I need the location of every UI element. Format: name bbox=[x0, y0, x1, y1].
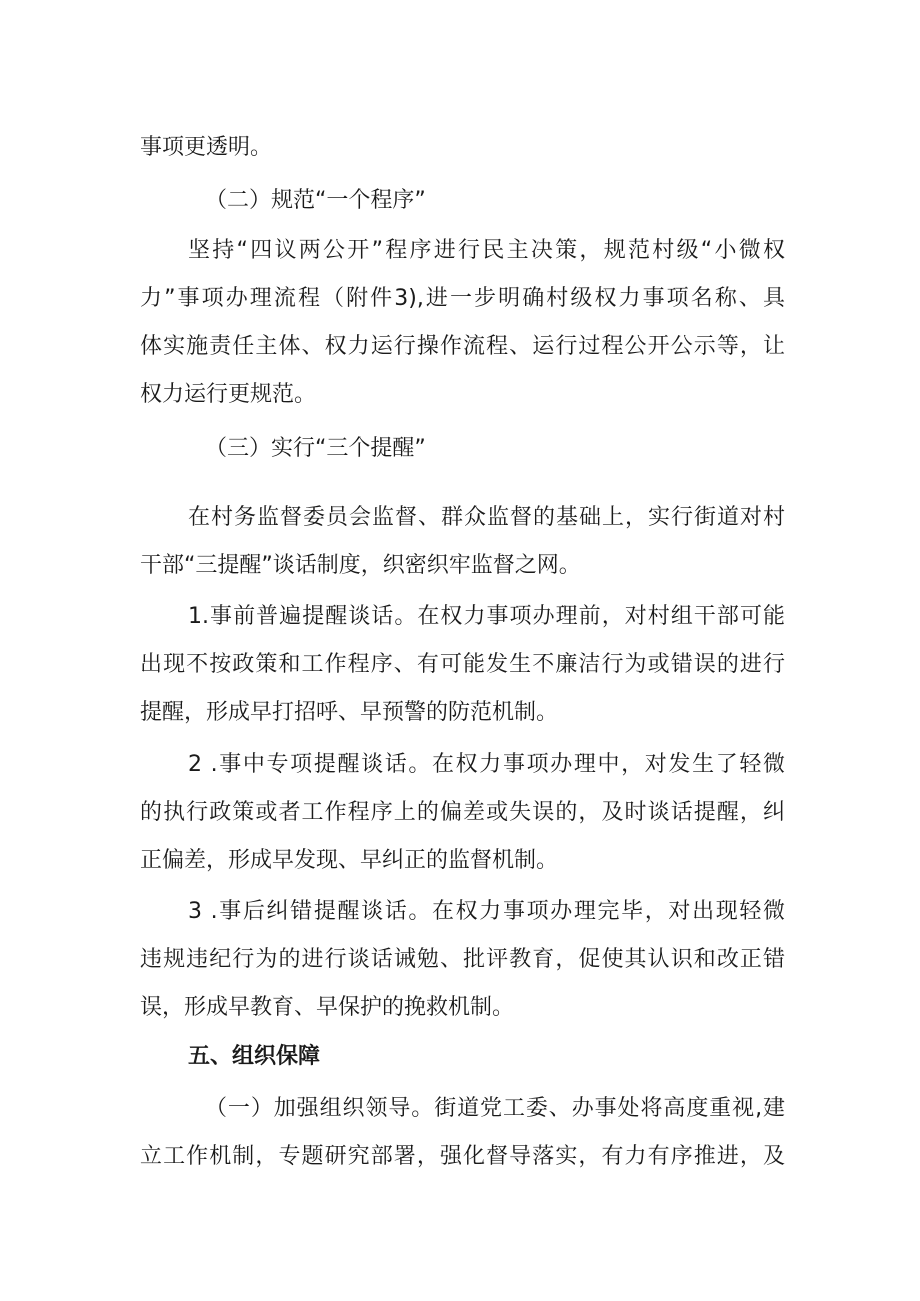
paragraph-line: 误，形成早教育、早保护的挽救机制。 bbox=[140, 995, 515, 1020]
paragraph-line: 立工作机制，专题研究部署，强化督导落实，有力有序推进，及 bbox=[140, 1144, 785, 1169]
paragraph-line: 违规违纪行为的进行谈话诫勉、批评教育，促使其认识和改正错 bbox=[140, 947, 785, 972]
paragraph-line: （一）加强组织领导。街道党工委、办事处将高度重视,建 bbox=[205, 1096, 785, 1121]
paragraph-line: 1.事前普遍提醒谈话。在权力事项办理前，对村组干部可能 bbox=[188, 604, 785, 629]
paragraph-line: 出现不按政策和工作程序、有可能发生不廉洁行为或错误的进行 bbox=[140, 652, 785, 677]
section-subheading: （三）实行“三个提醒” bbox=[205, 436, 426, 461]
paragraph-line: 体实施责任主体、权力运行操作流程、运行过程公开公示等，让 bbox=[140, 334, 785, 359]
paragraph-line: 正偏差，形成早发现、早纠正的监督机制。 bbox=[140, 848, 559, 873]
paragraph-line: 权力运行更规范。 bbox=[140, 382, 317, 407]
paragraph-line: 2 .事中专项提醒谈话。在权力事项办理中，对发生了轻微 bbox=[188, 752, 785, 777]
section-heading: 五、组织保障 bbox=[188, 1044, 321, 1069]
paragraph-line: 坚持“四议两公开”程序进行民主决策，规范村级“小微权 bbox=[188, 238, 785, 263]
paragraph-line: 的执行政策或者工作程序上的偏差或失误的，及时谈话提醒，纠 bbox=[140, 800, 785, 825]
section-subheading: （二）规范“一个程序” bbox=[205, 188, 426, 213]
paragraph-line: 干部“三提醒”谈话制度，织密织牢监督之网。 bbox=[140, 553, 581, 578]
paragraph-line: 力”事项办理流程（附件3),进一步明确村级权力事项名称、具 bbox=[140, 286, 785, 311]
paragraph-line: 提醒，形成早打招呼、早预警的防范机制。 bbox=[140, 700, 559, 725]
paragraph-line: 事项更透明。 bbox=[140, 135, 273, 160]
paragraph-line: 在村务监督委员会监督、群众监督的基础上，实行街道对村 bbox=[188, 505, 785, 530]
paragraph-line: 3 .事后纠错提醒谈话。在权力事项办理完毕，对出现轻微 bbox=[188, 899, 785, 924]
